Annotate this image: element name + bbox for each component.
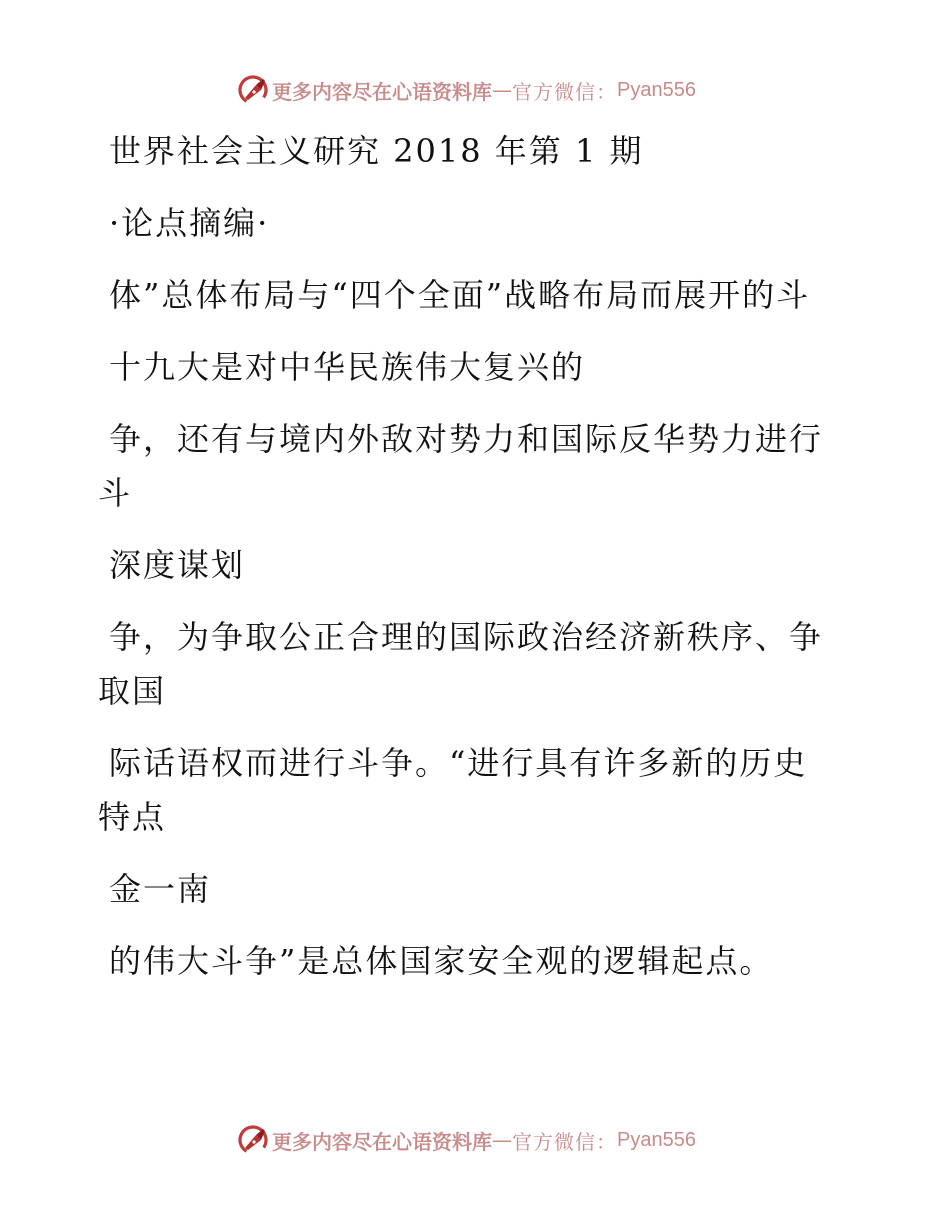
- banner-wechat-id: Pyan556: [617, 78, 696, 101]
- banner-wechat-id: Pyan556: [617, 1128, 696, 1151]
- pen-nib-circle-icon: [236, 73, 270, 107]
- banner-official-text: 官方微信：: [512, 1129, 617, 1154]
- body-paragraph: 争，还有与境内外敌对势力和国际反华势力进行斗: [98, 420, 824, 512]
- banner-brand-text: 更多内容尽在心语资料库: [272, 79, 492, 104]
- banner-dash: —: [492, 78, 512, 102]
- body-paragraph: 十九大是对中华民族伟大复兴的: [109, 348, 586, 386]
- banner-official-text: 官方微信：: [512, 79, 617, 104]
- banner-dash: —: [492, 1128, 512, 1152]
- document-body: [98, 124, 838, 1006]
- journal-line: 世界社会主义研究 2018 年第 1 期: [109, 132, 644, 170]
- body-paragraph: 体”总体布局与“四个全面”战略布局而展开的斗: [109, 276, 811, 314]
- body-paragraph: 争，为争取公正合理的国际政治经济新秩序、争取国: [98, 618, 824, 710]
- author-name: 金一南: [109, 870, 212, 908]
- body-paragraph: 际话语权而进行斗争。“进行具有许多新的历史特点: [98, 744, 808, 836]
- body-paragraph: 深度谋划: [109, 546, 246, 584]
- section-label: ·论点摘编·: [109, 204, 270, 242]
- pen-nib-circle-icon: [236, 1123, 270, 1157]
- header-banner: [236, 73, 696, 107]
- footer-banner: [236, 1123, 696, 1157]
- body-paragraph: 的伟大斗争”是总体国家安全观的逻辑起点。: [109, 942, 774, 980]
- banner-brand-text: 更多内容尽在心语资料库: [272, 1129, 492, 1154]
